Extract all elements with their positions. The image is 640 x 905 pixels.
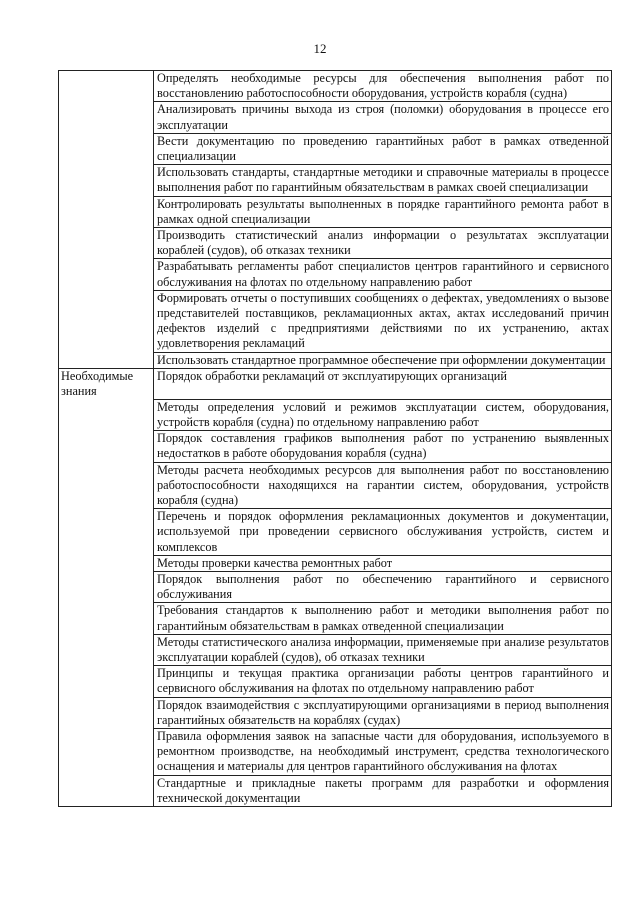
section-label-continuation — [59, 634, 154, 665]
requirement-cell: Методы определения условий и режимов эксплуатации систем, оборудования, устройств корабля (судна) по отдельному направлению работ — [154, 399, 612, 430]
requirement-cell: Анализировать причины выхода из строя (поломки) оборудования в процессе его эксплуатации — [154, 102, 612, 133]
table-row — [59, 368, 612, 399]
table-row — [59, 196, 612, 227]
section-label-continuation — [59, 775, 154, 806]
requirement-cell: Стандартные и прикладные пакеты программ для разработки и оформления технической документации — [154, 775, 612, 806]
requirement-cell: Порядок составления графиков выполнения работ по устранению выявленных недостатков в работе оборудования корабля (судна) — [154, 431, 612, 462]
table-row — [59, 509, 612, 556]
table-row — [59, 572, 612, 603]
requirement-cell: Методы расчета необходимых ресурсов для выполнения работ по восстановлению работоспособности находящихся на гарантии систем, оборудования, устройств корабля (судна) — [154, 462, 612, 509]
section-label-continuation — [59, 697, 154, 728]
table-row — [59, 462, 612, 509]
section-label-continuation — [59, 729, 154, 776]
requirement-cell: Использовать стандарты, стандартные методики и справочные материалы в процессе выполнения работ по гарантийным обязательствам в рамках своей специализации — [154, 165, 612, 196]
table-row — [59, 259, 612, 290]
table-row — [59, 165, 612, 196]
table-row — [59, 634, 612, 665]
section-label-continuation — [59, 509, 154, 556]
section-label-continuation — [59, 102, 154, 133]
requirement-cell: Разрабатывать регламенты работ специалистов центров гарантийного и сервисного обслуживания на флотах по отдельному направлению работ — [154, 259, 612, 290]
table-row — [59, 775, 612, 806]
requirement-cell: Правила оформления заявок на запасные части для оборудования, используемого в ремонтном производстве, на необходимый инструмент, средства технологического оснащения и материалы для центров гарантийного обслуживания на флотах — [154, 729, 612, 776]
requirement-cell: Использовать стандартное программное обеспечение при оформлении документации — [154, 352, 612, 368]
requirement-cell: Методы проверки качества ремонтных работ — [154, 555, 612, 571]
table-row — [59, 603, 612, 634]
requirement-cell: Требования стандартов к выполнению работ и методики выполнения работ по гарантийным обязательствам в рамках отведенной специализации — [154, 603, 612, 634]
requirement-cell: Вести документацию по проведению гарантийных работ в рамках отведенной специализации — [154, 133, 612, 164]
section-label-continuation — [59, 352, 154, 368]
requirement-cell: Порядок обработки рекламаций от эксплуатирующих организаций — [154, 368, 612, 399]
section-label-continuation — [59, 555, 154, 571]
requirement-cell: Порядок взаимодействия с эксплуатирующими организациями в период выполнения гарантийных обязательств на кораблях (судах) — [154, 697, 612, 728]
requirement-cell: Порядок выполнения работ по обеспечению гарантийного и сервисного обслуживания — [154, 572, 612, 603]
requirements-table — [58, 70, 612, 807]
table-row — [59, 555, 612, 571]
section-label-continuation — [59, 228, 154, 259]
requirement-cell: Определять необходимые ресурсы для обеспечения выполнения работ по восстановлению работоспособности оборудования, устройств корабля (судна) — [154, 71, 612, 102]
section-label-continuation — [59, 196, 154, 227]
table-row — [59, 102, 612, 133]
table-row — [59, 71, 612, 102]
section-label-continuation — [59, 133, 154, 164]
section-label — [59, 71, 154, 102]
table-row — [59, 697, 612, 728]
section-label-continuation — [59, 431, 154, 462]
page-number: 12 — [313, 41, 327, 56]
table-row — [59, 399, 612, 430]
section-label-continuation — [59, 165, 154, 196]
section-label-continuation — [59, 259, 154, 290]
section-label-continuation — [59, 572, 154, 603]
requirement-cell: Производить статистический анализ информации о результатах эксплуатации кораблей (судов), об отказах техники — [154, 228, 612, 259]
requirement-cell: Методы статистического анализа информации, применяемые при анализе результатов эксплуатации кораблей (судов), об отказах техники — [154, 634, 612, 665]
section-label-continuation — [59, 666, 154, 697]
section-label-continuation — [59, 462, 154, 509]
table-row — [59, 352, 612, 368]
section-label-continuation — [59, 290, 154, 352]
requirement-cell: Перечень и порядок оформления рекламационных документов и документации, используемой при проведении сервисного обслуживания устройств, систем и комплексов — [154, 509, 612, 556]
requirement-cell: Контролировать результаты выполненных в порядке гарантийного ремонта работ в рамках одной специализации — [154, 196, 612, 227]
requirement-cell: Формировать отчеты о поступивших сообщениях о дефектах, уведомлениях о вызове представителей поставщиков, рекламационных актах, актах исследований причин дефектов изделий с предприятиями действиями по их устранению, актах удовлетворения рекламаций — [154, 290, 612, 352]
table-row — [59, 133, 612, 164]
requirements-table-body — [59, 71, 612, 807]
table-row — [59, 729, 612, 776]
table-row — [59, 431, 612, 462]
table-row — [59, 290, 612, 352]
section-label-continuation — [59, 399, 154, 430]
requirement-cell: Принципы и текущая практика организации работы центров гарантийного и сервисного обслуживания на флотах по отдельному направлению работ — [154, 666, 612, 697]
section-label-continuation — [59, 603, 154, 634]
section-label: Необходимые знания — [59, 368, 154, 399]
table-row — [59, 666, 612, 697]
table-row — [59, 228, 612, 259]
